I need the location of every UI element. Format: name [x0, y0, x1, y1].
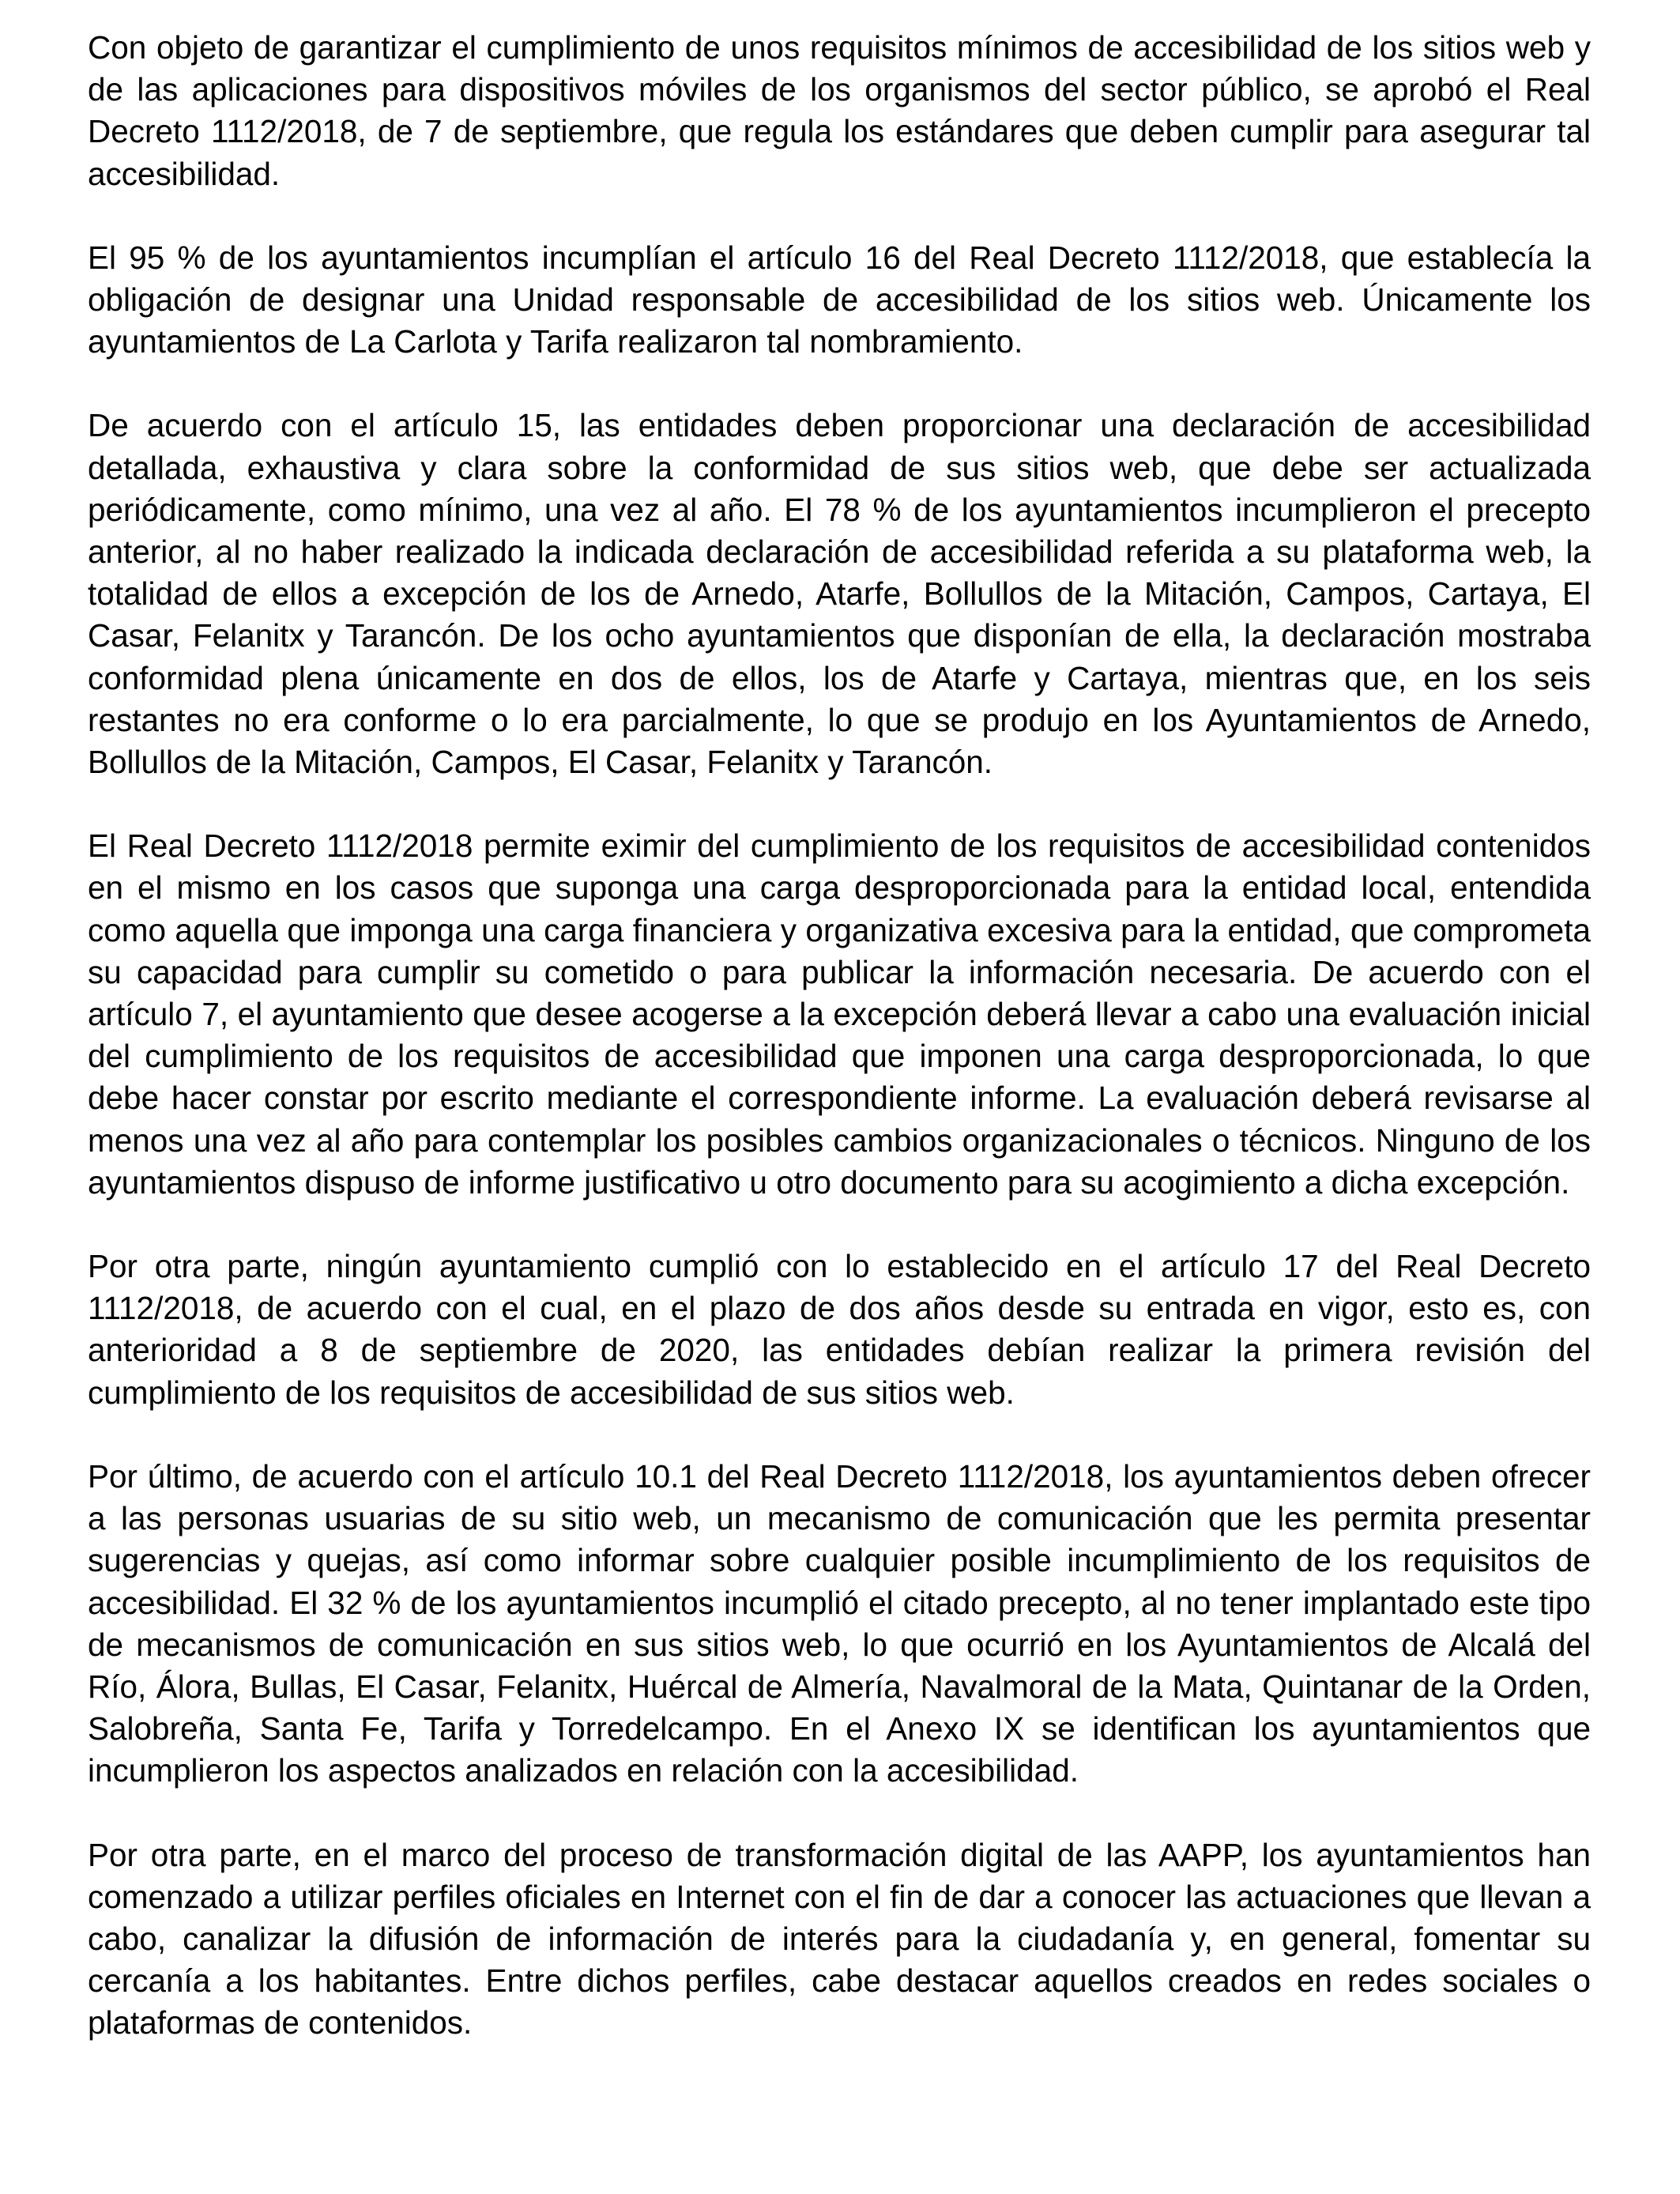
paragraph-mecanismo-comunicacion: Por último, de acuerdo con el artículo 10.1 del Real Decreto 1112/2018, los ayuntamientos deben ofrecer a las personas usuarias de su sitio web, un mecanismo de comunicación que les permita presentar sugerencias y quejas, así como informar sobre cualquier posible incumplimiento de los requisitos de accesibilidad. El 32 % de los ayuntamientos incumplió el citado precepto, al no tener implantado este tipo de mecanismos de comunicación en sus sitios web, lo que ocurrió en los Ayuntamientos de Alcalá del Río, Álora, Bullas, El Casar, Felanitx, Huércal de Almería, Navalmoral de la Mata, Quintanar de la Orden, Salobreña, Santa Fe, Tarifa y Torredelcampo. En el Anexo IX se identifican los ayuntamientos que incumplieron los aspectos analizados en relación con la accesibilidad. [88, 1457, 1591, 1789]
paragraph-carga-desproporcionada: El Real Decreto 1112/2018 permite eximir del cumplimiento de los requisitos de accesibilidad contenidos en el mismo en los casos que suponga una carga desproporcionada para la entidad local, entendida como aquella que imponga una carga financiera y organizativa excesiva para la entidad, que comprometa su capacidad para cumplir su cometido o para publicar la información necesaria. De acuerdo con el artículo 7, el ayuntamiento que desee acogerse a la excepción deberá llevar a cabo una evaluación inicial del cumplimiento de los requisitos de accesibilidad que imponen una carga desproporcionada, lo que debe hacer constar por escrito mediante el correspondiente informe. La evaluación deberá revisarse al menos una vez al año para contemplar los posibles cambios organizacionales o técnicos. Ninguno de los ayuntamientos dispuso de informe justificativo u otro documento para su acogimiento a dicha excepción. [88, 827, 1591, 1201]
paragraph-accesibilidad-intro: Con objeto de garantizar el cumplimiento de unos requisitos mínimos de accesibilidad de los sitios web y de las aplicaciones para dispositivos móviles de los organismos del sector público, se aprobó el Real Decreto 1112/2018, de 7 de septiembre, que regula los estándares que deben cumplir para asegurar tal accesibilidad. [88, 29, 1591, 192]
paragraph-unidad-responsable: El 95 % de los ayuntamientos incumplían el artículo 16 del Real Decreto 1112/2018, que establecía la obligación de designar una Unidad responsable de accesibilidad de los sitios web. Únicamente los ayuntamientos de La Carlota y Tarifa realizaron tal nombramiento. [88, 239, 1591, 360]
paragraph-primera-revision: Por otra parte, ningún ayuntamiento cumplió con lo establecido en el artículo 17 del Real Decreto 1112/2018, de acuerdo con el cual, en el plazo de dos años desde su entrada en vigor, esto es, con anterioridad a 8 de septiembre de 2020, las entidades debían realizar la primera revisión del cumplimiento de los requisitos de accesibilidad de sus sitios web. [88, 1248, 1591, 1411]
paragraph-perfiles-oficiales: Por otra parte, en el marco del proceso de transformación digital de las AAPP, los ayuntamientos han comenzado a utilizar perfiles oficiales en Internet con el fin de dar a conocer las actuaciones que llevan a cabo, canalizar la difusión de información de interés para la ciudadanía y, en general, fomentar su cercanía a los habitantes. Entre dichos perfiles, cabe destacar aquellos creados en redes sociales o plataformas de contenidos. [88, 1836, 1591, 2041]
document-page [88, 27, 1591, 2045]
paragraph-declaracion-accesibilidad: De acuerdo con el artículo 15, las entidades deben proporcionar una declaración de accesibilidad detallada, exhaustiva y clara sobre la conformidad de sus sitios web, que debe ser actualizada periódicamente, como mínimo, una vez al año. El 78 % de los ayuntamientos incumplieron el precepto anterior, al no haber realizado la indicada declaración de accesibilidad referida a su plataforma web, la totalidad de ellos a excepción de los de Arnedo, Atarfe, Bollullos de la Mitación, Campos, Cartaya, El Casar, Felanitx y Tarancón. De los ocho ayuntamientos que disponían de ella, la declaración mostraba conformidad plena únicamente en dos de ellos, los de Atarfe y Cartaya, mientras que, en los seis restantes no era conforme o lo era parcialmente, lo que se produjo en los Ayuntamientos de Arnedo, Bollullos de la Mitación, Campos, El Casar, Felanitx y Tarancón. [88, 407, 1591, 781]
